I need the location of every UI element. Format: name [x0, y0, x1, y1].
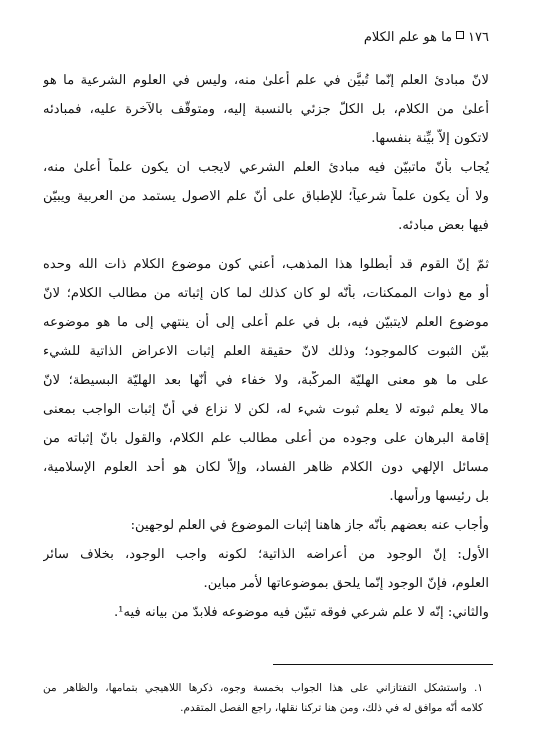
body-line: بيّن الثبوت كالموجود؛ وذلك لانّ حقيقة العلم إثبات الاعراض الذاتية للشيء — [43, 344, 489, 359]
footnote-line: ١. واستشكل التفتازاني على هذا الجواب بخمسة وجوه، ذكرها اللاهيجي بتمامها، والظاهر من — [43, 682, 483, 694]
body-line: لاتكون إلاّ بيِّنة بنفسها. — [371, 131, 489, 146]
separator-box-icon — [456, 31, 464, 39]
body-line: مالا يعلم ثبوته لا يعلم ثبوت شيء له، لكن لا نزاع في أنّ إثبات الواجب بمعنى — [43, 402, 489, 417]
body-line: ولا أن يكون علماً شرعياً؛ للإطباق على أنّ علم الاصول يستمد من العربية ويبيّن — [43, 189, 489, 204]
page-number: ١٧٦ — [468, 30, 489, 45]
running-header — [364, 30, 489, 46]
body-line: العلوم، فإنّ الوجود إنّما يلحق بموضوعاتها لأمر مباين. — [203, 576, 489, 591]
body-line: موضوع العلم لايتبيّن فيه، بل في علم أعلى إلى أن ينتهي إلى ما هو موضوعه — [43, 315, 489, 330]
chapter-title: ما هو علم الكلام — [363, 30, 453, 45]
body-line: أو مع ذوات الممكنات، بأنّه لو كان كذلك لما كان إثباته من مطالب الكلام؛ لانّ — [43, 286, 489, 301]
body-line: بل رئيسها ورأسها. — [389, 489, 489, 504]
body-line: مسائل الإلهي دون الكلام ظاهر الفساد، وإلاّ لكان هو أحد العلوم الإسلامية، — [43, 460, 489, 475]
body-line: أعلىٰ من الكلام، بل الكلّ جزئي بالنسبة إليه، ومتوقّف بالآخرة عليه، فمبادئه — [43, 102, 489, 117]
body-line: والثاني: إنّه لا علم شرعي فوقه تبيّن فيه موضوعه فلابدّ من بيانه فيه¹. — [113, 605, 489, 620]
body-line: ثمّ إنّ القوم قد أبطلوا هذا المذهب، أعني كون موضوع الكلام ذات الله وحده — [43, 257, 489, 272]
body-line: على ما هو معنى الهليّة المركّبة، ولا خفاء في أنّها بعد الهليّة البسيطة؛ لانّ — [43, 373, 489, 388]
body-line: الأول: إنّ الوجود من أعراضه الذاتية؛ لكونه واجب الوجود، بخلاف سائر — [43, 547, 489, 562]
body-line: وأجاب عنه بعضهم بأنّه جاز هاهنا إثبات الموضوع في العلم لوجهين: — [130, 518, 489, 533]
body-line: لانّ مبادئ العلم إنّما تُبيَّن في علم أعلىٰ منه، وليس في العلوم الشرعية ما هو — [43, 73, 489, 88]
footnote-line: كلامه أنّه موافق له في ذلك، ومن هنا تركنا نقلها، راجع الفصل المتقدم. — [180, 702, 483, 714]
body-line: يُجاب بأنّ ماتبيّن فيه مبادئ العلم الشرعي لايجب ان يكون علماً أعلىٰ منه، — [43, 160, 489, 175]
body-line: إقامة البرهان على وجوده من أعلى مطالب علم الكلام، والقول بانّ إثباته من — [43, 431, 489, 446]
footnote-separator — [273, 664, 493, 665]
body-line: فيها بعض مبادئه. — [398, 218, 489, 233]
